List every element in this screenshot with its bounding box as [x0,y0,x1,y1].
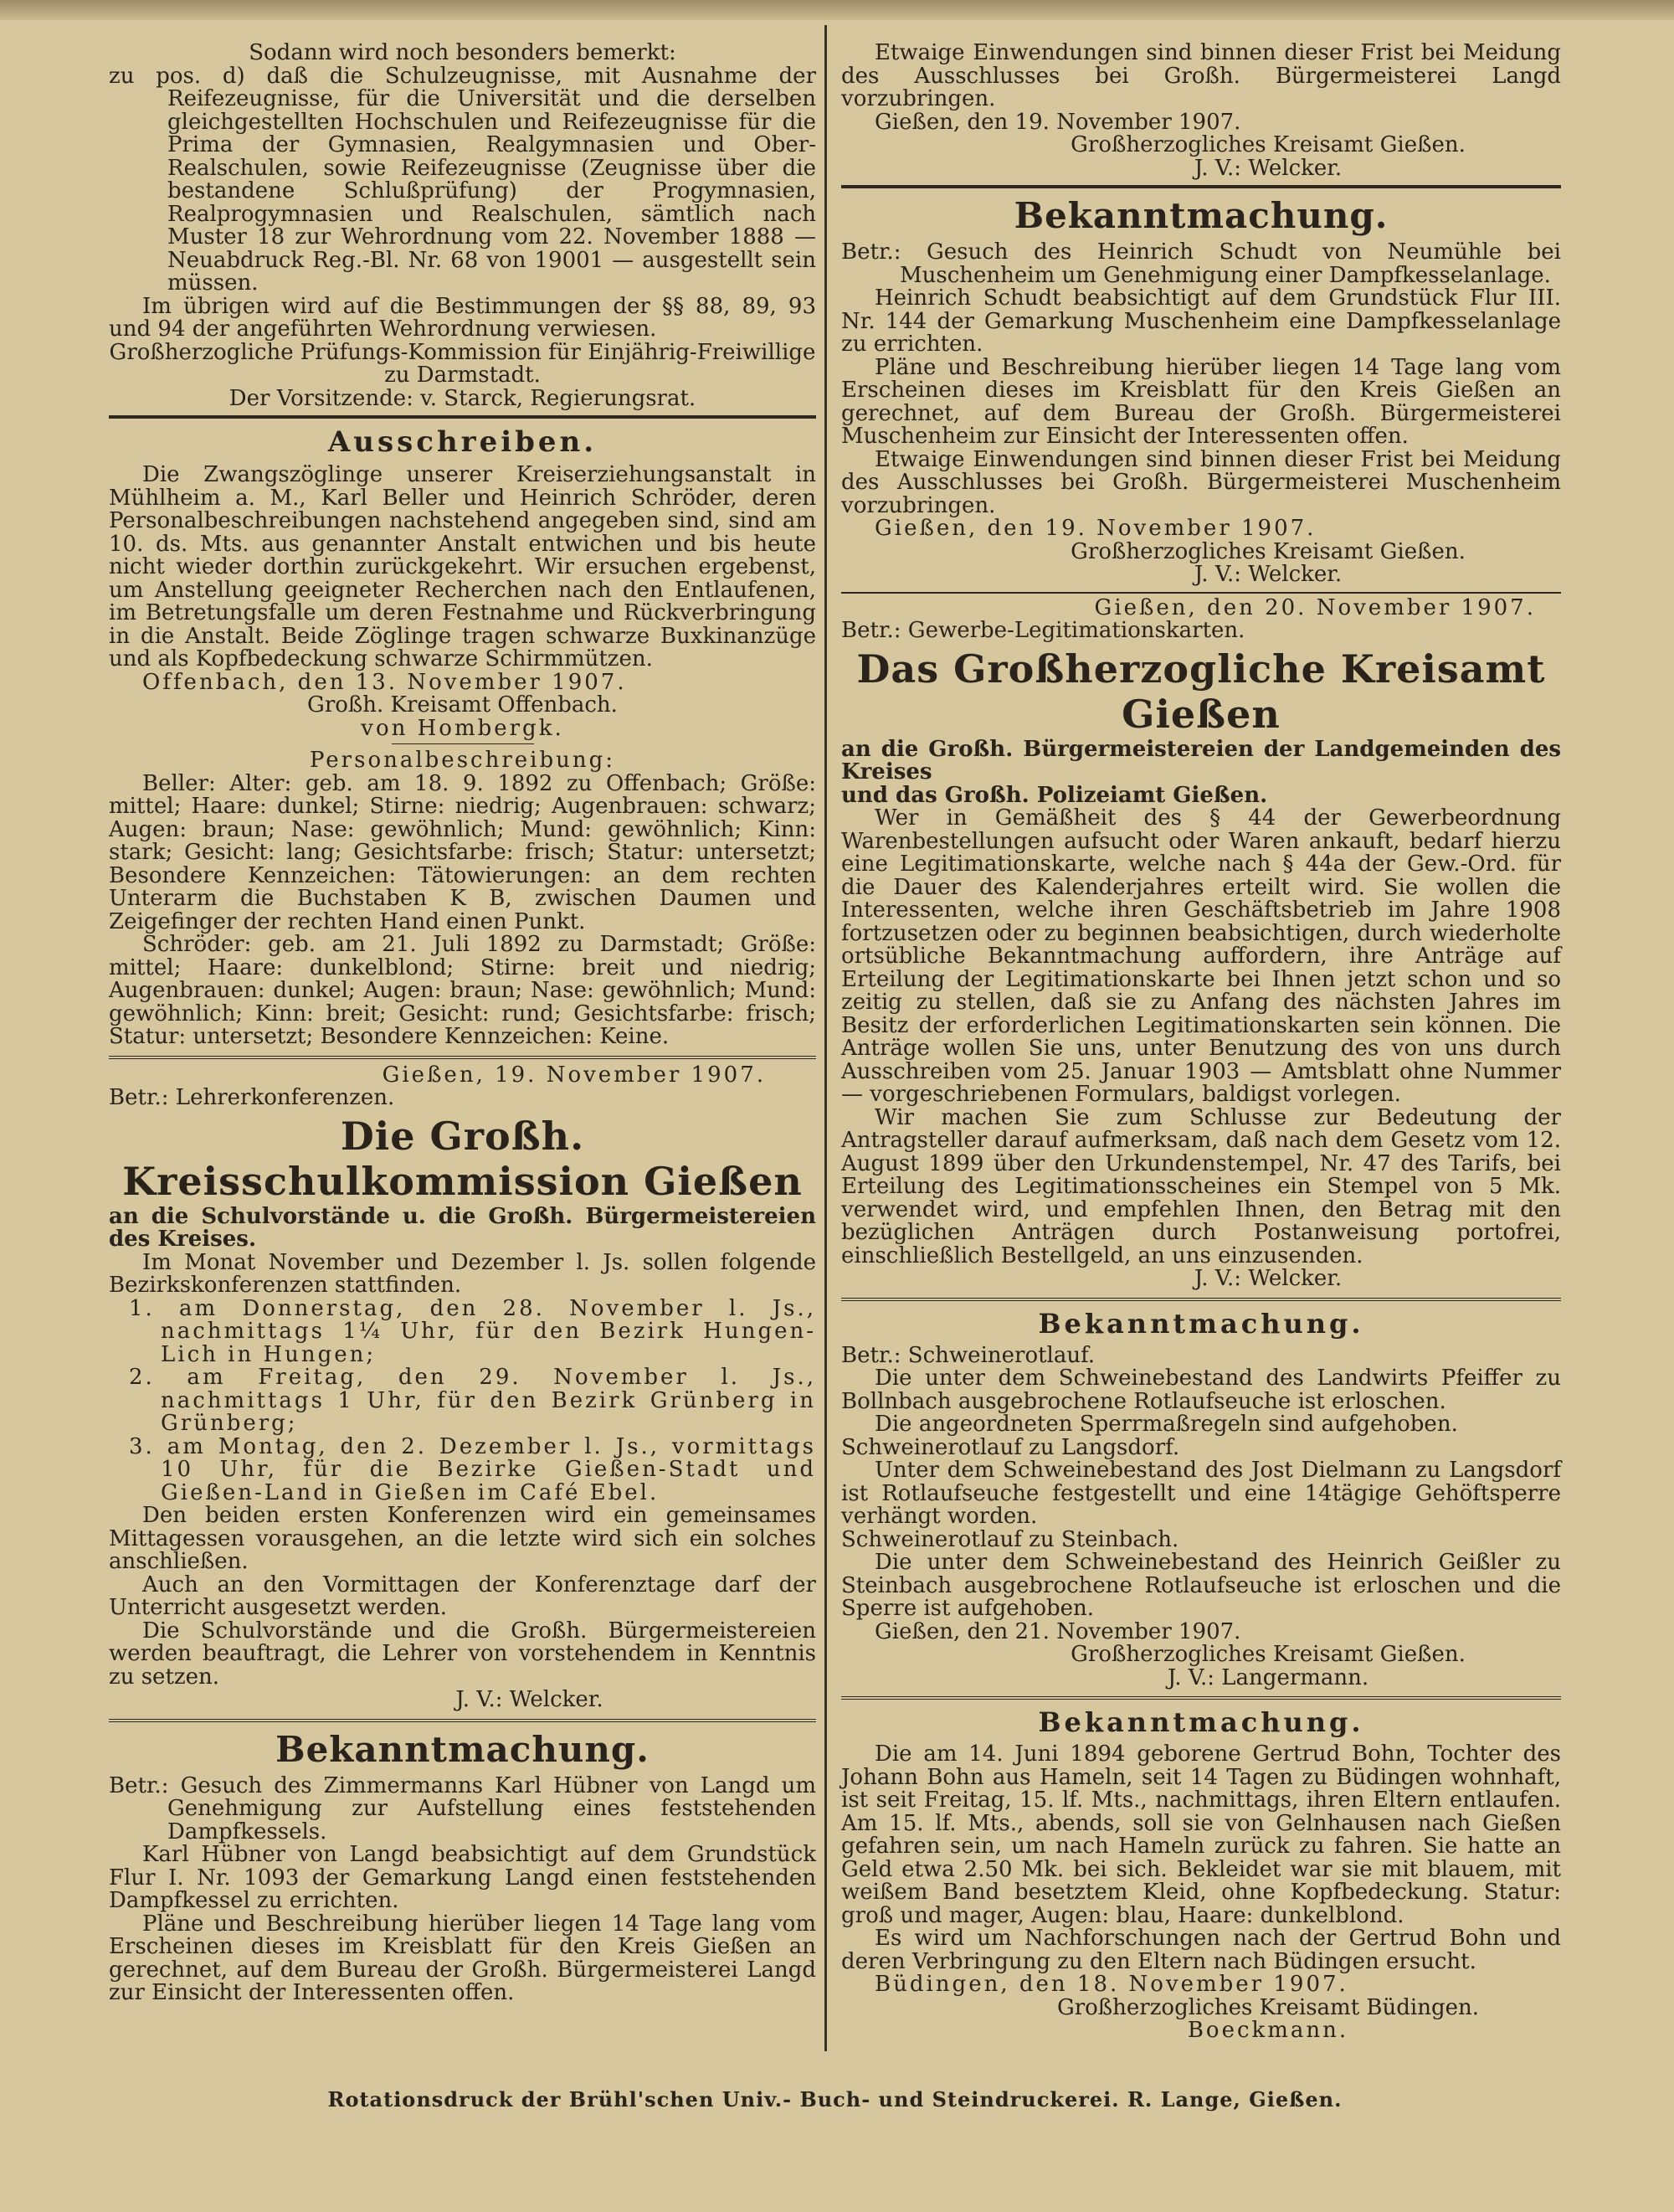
left-column [109,42,816,2005]
notice-title: Bekanntmachung. [1014,195,1389,236]
printer-imprint: Rotationsdruck der Brühl'schen Univ.- Buch- und Steindruckerei. R. Lange, Gießen. [327,2087,1343,2112]
notice-signer: J. V.: Welcker. [455,1687,603,1712]
notice-dateline: Gießen, den 19. November 1907. [875,109,1241,135]
notice-subject: Betr.: Gewerbe-Legitimationskarten. [841,618,1245,643]
notice-office: Großherzogliches Kreisamt Gießen. [1071,132,1466,157]
notice-paragraph: Wer in Gemäßheit des § 44 der Gewerbeordnung Warenbestellungen aufsucht oder Waren ankauft, bedarf hierzu eine Legitimationskarte, welche nach § 44a der Gew.-Ord. für die Dauer des Kalenderjahres erteilt wird. Sie wollen die Interessenten, welche ihren Geschäftsbetrieb im Jahre 1908 fortzusetzen oder zu beginnen beabsichtigen, durch wiederholte ortsübliche Bekanntmachung auffordern, ihre Anträge auf Erteilung der Legitimationskarte bei Ihnen jetzt schon und so zeitig zu stellen, daß sie zu Anfang des nächsten Jahres im Besitz der erforderlichen Legitimationskarten sein können. Die Anträge wollen Sie uns, unter Benutzung des von uns durch Ausschreiben vom 25. Januar 1903 — Amtsblatt ohne Nummer — vorgeschriebenen Formulars, baldigst vorlegen. [841,805,1561,1107]
notice-paragraph: Unter dem Schweinebestand des Jost Dielmann zu Langsdorf ist Rotlaufseuche festgestellt und eine 14tägige Gehöftsperre verhängt worden. [841,1458,1561,1529]
notice-dateline: Gießen, den 20. November 1907. [1094,594,1536,620]
notice-signer: J. V.: Welcker. [1194,1266,1343,1291]
notice-signer: Der Vorsitzende: v. Starck, Regierungsrat. [229,385,696,411]
notice-subheading: Schweinerotlauf zu Langsdorf. [841,1434,1180,1460]
short-rule [392,743,534,744]
notice-paragraph: Etwaige Einwendungen sind binnen dieser Frist bei Meidung des Ausschlusses bei Großh. Bürgermeisterei Muschenheim vorzubringen. [841,446,1561,518]
notice-dateline: Offenbach, den 13. November 1907. [142,669,627,695]
notice-paragraph: Pläne und Beschreibung hierüber liegen 14 Tage lang vom Erscheinen dieses im Kreisblatt für den Kreis Gießen an gerechnet, auf dem Bureau der Großh. Bürgermeisterei Muschenheim zur Einsicht der Interessenten offen. [841,354,1561,449]
description-beller: Beller: Alter: geb. am 18. 9. 1892 zu Offenbach; Größe: mittel; Haare: dunkel; Stirne: niedrig; Augenbrauen: schwarz; Augen: braun; Nase: gewöhnlich; Mund: gewöhnlich; Kinn: stark; Gesicht: lang; Gesichtsfarbe: frisch; Statur: untersetzt; Besondere Kennzeichen: Tätowierungen: an dem rechten Unterarm die Buchstaben K B, zwischen Daumen und Zeigefinger der rechten Hand einen Punkt. [109,770,816,934]
notice-paragraph: Die am 14. Juni 1894 geborene Gertrud Bohn, Tochter des Johann Bohn aus Hameln, seit 14 Tagen zu Büdingen wohnhaft, ist seit Freitag, 15. lf. Mts., nachmittags, ihren Eltern entlaufen. Am 15. lf. Mts., abends, soll sie von Gelnhausen nach Gießen gefahren sein, um nach Hameln zurück zu fahren. Sie hatte an Geld etwa 2.50 Mk. bei sich. Bekleidet war sie mit blauem, mit weißem Band besetztem Kleid, ohne Kopfbedeckung. Statur: groß und mager, Augen: blau, Haare: dunkelblond. [841,1741,1561,1928]
schudt-notice [841,195,1561,587]
notice-title: Bekanntmachung. [1038,1706,1364,1738]
notice-office: Großherzogliches Kreisamt Gießen. [1071,538,1466,564]
notice-signer: J. V.: Welcker. [1194,562,1343,587]
notice-intro: Im Monat November und Dezember l. Js. sollen folgende Bezirkskonferenzen stattfinden. [109,1249,816,1298]
section-rule [841,592,1561,594]
notice-subtitle: an die Schulvorstände u. die Großh. Bürgermeistereien des Kreises. [109,1203,816,1252]
notice-title: Das Großherzogliche Kreisamt Gießen [856,646,1546,737]
section-rule [109,415,816,419]
notice-office: Großherzogliche Prüfungs-Kommission für Einjährig-Freiwillige zu Darmstadt. [109,339,816,388]
notice-paragraph: Es wird um Nachforschungen nach der Gertrud Bohn und deren Verbringung zu den Eltern nach Büdingen ersucht. [841,1926,1561,1974]
notice-title: Ausschreiben. [327,425,598,459]
right-column [841,42,1561,2043]
huebner-notice-continued [841,42,1561,180]
notice-dateline: Gießen, den 21. November 1907. [875,1618,1241,1644]
notice-dateline: Büdingen, den 18. November 1907. [875,1972,1348,1997]
bohn-notice [841,1706,1561,2043]
notice-signer: Boeckmann. [1187,2018,1349,2043]
notice-subtitle: an die Großh. Bürgermeistereien der Landgemeinden des Kreises [841,736,1561,784]
notice-paragraph: Heinrich Schudt beabsichtigt auf dem Grundstück Flur III. Nr. 144 der Gemarkung Muschenheim eine Dampfkesselanlage zu errichten. [841,286,1561,357]
notice-paragraph: Etwaige Einwendungen sind binnen dieser Frist bei Meidung des Ausschlusses bei Großh. Bürgermeisterei Langd vorzubringen. [841,40,1561,111]
ausschreiben-notice [109,425,816,1049]
notice-title: Die Großh. Kreisschulkommission Gießen [122,1113,803,1204]
notice-intro: Sodann wird noch besonders bemerkt: [249,40,676,65]
notice-paragraph: Den beiden ersten Konferenzen wird ein gemeinsames Mittagessen vorausgehen, an die letzte wird sich ein solches anschließen. [109,1503,816,1574]
notice-paragraph: Wir machen Sie zum Schlusse zur Bedeutung der Antragsteller darauf aufmerksam, daß nach dem Gesetz vom 12. August 1899 über den Urkundenstempel, Nr. 47 des Tarifs, bei Erteilung des Legitimationsscheines ein Stempel von 5 Mk. verwendet wird, und empfehlen Ihnen, den Betrag mit den bezüglichen Anträgen durch Postanweisung portofrei, einschließlich Bestellgeld, an uns einzusenden. [841,1104,1561,1268]
notice-paragraph: Die Zwangszöglinge unserer Kreiserziehungsanstalt in Mühlheim a. M., Karl Beller und Heinrich Schröder, deren Personalbeschreibungen nachstehend angegeben sind, sind am 10. ds. Mts. aus genannter Anstalt entwichen und bis heute nicht wieder dorthin zurückgekehrt. Wir ersuchen ergebenst, um Anstellung geeigneter Recherchen nach den Entlaufenen, im Betretungsfalle um deren Festnahme und Rückverbringung in die Anstalt. Beide Zöglinge tragen schwarze Buxkinanzüge und als Kopfbedeckung schwarze Schirmmützen. [109,462,816,671]
notice-office: Großherzogliches Kreisamt Büdingen. [1056,1994,1480,2020]
description-title: Personalbeschreibung: [309,748,616,773]
notice-paragraph: Die unter dem Schweinebestand des Heinrich Geißler zu Steinbach ausgebrochene Rotlaufseuche ist erloschen und die Sperre ist aufgehoben. [841,1550,1561,1621]
exam-commission-notice [109,42,816,410]
notice-title: Bekanntmachung. [275,1728,650,1770]
notice-signer: J. V.: Langermann. [1167,1664,1369,1690]
notice-office: Großherzogliches Kreisamt Gießen. [1071,1642,1466,1667]
notice-dateline: Gießen, den 19. November 1907. [875,516,1317,541]
notice-paragraph: Karl Hübner von Langd beabsichtigt auf dem Grundstück Flur I. Nr. 1093 der Gemarkung Langd einen feststehenden Dampfkessel zu errichten. [109,1842,816,1913]
notice-paragraph: Pläne und Beschreibung hierüber liegen 14 Tage lang vom Erscheinen dieses im Kreisblatt für den Kreis Gießen an gerechnet, auf dem Bureau der Großh. Bürgermeisterei Langd zur Einsicht der Interessenten offen. [109,1911,816,2005]
conference-item-1: 1. am Donnerstag, den 28. November l. Js., nachmittags 1¼ Uhr, für den Bezirk Hungen-Lich in Hungen; [129,1295,816,1367]
notice-paragraph: Auch an den Vormittagen der Konferenztage darf der Unterricht ausgesetzt werden. [109,1572,816,1620]
notice-paragraph: Die unter dem Schweinebestand des Landwirts Pfeiffer zu Bollnbach ausgebrochene Rotlaufseuche ist erloschen. [841,1366,1561,1414]
notice-subject: Betr.: Lehrerkonferenzen. [109,1085,395,1110]
section-rule [109,1056,816,1059]
notice-subject: Betr.: Gesuch des Zimmermanns Karl Hübner von Langd um Genehmigung zur Aufstellung eines feststehenden Dampfkessels. [109,1772,816,1844]
section-rule [841,1298,1561,1301]
notice-office: Großh. Kreisamt Offenbach. [307,692,618,718]
notice-signer: J. V.: Welcker. [1194,155,1343,181]
notice-paragraph: Im übrigen wird auf die Bestimmungen der §§ 88, 89, 93 und 94 der angeführten Wehrordnung verwiesen. [109,293,816,342]
column-divider [824,25,827,2051]
notice-subject: Betr.: Gesuch des Heinrich Schudt von Neumühle bei Muschenheim um Genehmigung einer Dampfkesselanlage. [841,239,1561,288]
notice-dateline: Gießen, 19. November 1907. [382,1062,766,1088]
huebner-notice [109,1729,816,2005]
notice-subject: Betr.: Schweinerotlauf. [841,1342,1096,1368]
notice-signer: von Hombergk. [361,715,564,741]
section-rule [841,185,1561,188]
legitimation-notice [841,594,1561,1291]
notice-title: Bekanntmachung. [1038,1307,1364,1340]
section-rule [841,1696,1561,1700]
rotlauf-notice [841,1308,1561,1690]
notice-subheading: Schweinerotlauf zu Steinbach. [841,1526,1179,1552]
conference-item-3: 3. am Montag, den 2. Dezember l. Js., vormittags 10 Uhr, für die Bezirke Gießen-Stadt und Gießen-Land in Gießen im Café Ebel. [129,1433,816,1505]
notice-subtitle: und das Großh. Polizeiamt Gießen. [841,782,1268,808]
school-commission-notice [109,1064,816,1712]
notice-paragraph: Die Schulvorstände und die Großh. Bürgermeistereien werden beauftragt, die Lehrer von vorstehendem in Kenntnis zu setzen. [109,1618,816,1690]
notice-paragraph: Die angeordneten Sperrmaßregeln sind aufgehoben. [875,1412,1458,1437]
notice-item: zu pos. d) daß die Schulzeugnisse, mit Ausnahme der Reifezeugnisse, für die Universität und die derselben gleichgestellten Hochschulen und Reifezeugnisse für die Prima der Gymnasien, Realgymnasien und Ober-Realschulen, sowie Reifezeugnisse (Zeugnisse über die bestandene Schlußprüfung) der Progymnasien, Realprogymnasien und Realschulen, sämtlich nach Muster 18 zur Wehrordnung vom 22. November 1888 — Neuabdruck Reg.-Bl. Nr. 68 von 19001 — ausgestellt sein müssen. [109,63,816,296]
description-schroeder: Schröder: geb. am 21. Juli 1892 zu Darmstadt; Größe: mittel; Haare: dunkelblond; Stirne: breit und niedrig; Augenbrauen: dunkel; Augen: braun; Nase: gewöhnlich; Mund: gewöhnlich; Kinn: breit; Gesicht: rund; Gesichtsfarbe: frisch; Statur: untersetzt; Besondere Kennzeichen: Keine. [109,932,816,1049]
top-edge-strip [0,0,1674,20]
conference-item-2: 2. am Freitag, den 29. November l. Js., nachmittags 1 Uhr, für den Bezirk Grünberg in Grünberg; [129,1365,816,1436]
section-rule [109,1719,816,1722]
